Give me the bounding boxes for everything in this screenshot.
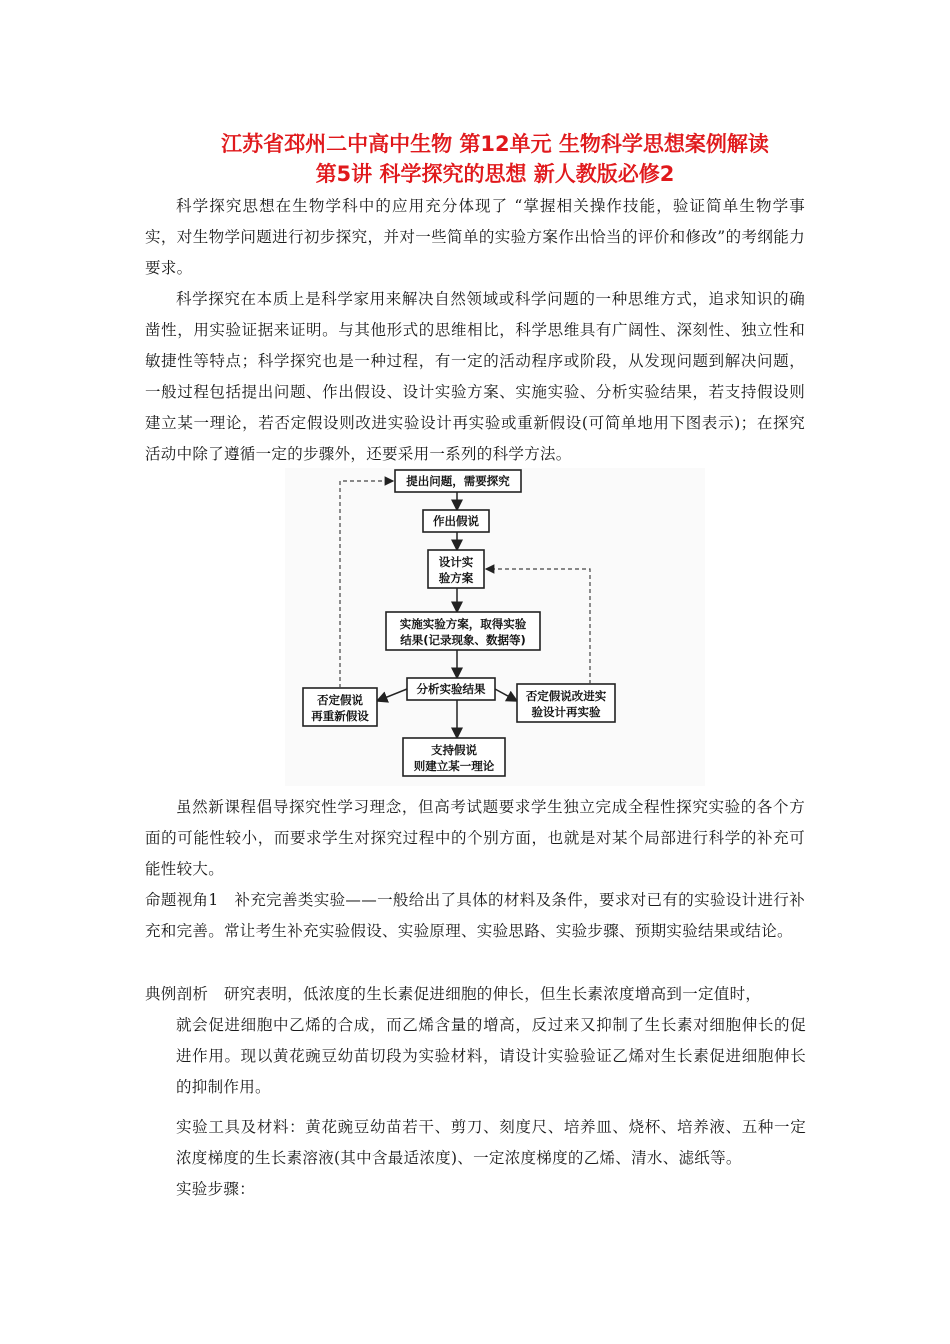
flow-node-conduct-label-a: 实施实验方案，取得实验 (399, 617, 527, 631)
paragraph-intro: 科学探究思想在生物学科中的应用充分体现了 “掌握相关操作技能，验证简单生物学事实，对生物学问题进行初步探究，并对一些简单的实验方案作出恰当的评价和修改”的考纲能力要求。 (145, 197, 805, 277)
document-title-line2: 第5讲 科学探究的思想 新人教版必修2 (315, 162, 675, 186)
flow-node-hypothesis (423, 510, 489, 532)
flow-node-reject-new-label-a: 否定假说 (317, 693, 363, 707)
flow-node-ask-question (395, 470, 521, 492)
flow-node-support-theory (403, 738, 505, 776)
flow-node-ask-question-label: 提出问题，需要探究 (406, 474, 510, 488)
paragraph-exam-focus: 虽然新课程倡导探究性学习理念，但高考试题要求学生独立完成全程性探究实验的各个方面的可能性较小，而要求学生对探究过程中的个别方面，也就是对某个局部进行科学的补充可能性较大。 (145, 798, 805, 878)
flow-node-reject-redesign (517, 684, 615, 722)
flow-node-support-label-b: 则建立某一理论 (413, 759, 495, 773)
paragraph-example-body: 就会促进细胞中乙烯的合成，而乙烯含量的增高，反过来又抑制了生长素对细胞伸长的促进作用。现以黄花豌豆幼苗切段为实验材料，请设计实验验证乙烯对生长素促进细胞伸长的抑制作用。 (176, 1016, 806, 1096)
flow-node-reject-new-hypothesis (303, 688, 377, 726)
flow-node-reject-new-label-b: 再重新假设 (311, 709, 369, 723)
paragraph-example-lead: 典例剖析 研究表明，低浓度的生长素促进细胞的伸长，但生长素浓度增高到一定值时， (145, 985, 762, 1003)
flow-node-support-label-a: 支持假说 (431, 743, 477, 757)
flow-node-hypothesis-label: 作出假说 (433, 514, 479, 528)
paragraph-materials: 实验工具及材料：黄花豌豆幼苗若干、剪刀、刻度尺、培养皿、烧杯、培养液、五种一定浓度梯度的生长素溶液(其中含最适浓度)、一定浓度梯度的乙烯、清水、滤纸等。 (176, 1118, 806, 1167)
flow-node-design-label-b: 验方案 (438, 571, 474, 585)
paragraph-question-perspective: 命题视角1 补充完善类实验——一般给出了具体的材料及条件，要求对已有的实验设计进行补充和完善。常让考生补充实验假设、实验原理、实验思路、实验步骤、预期实验结果或结论。 (145, 891, 805, 940)
flow-node-conduct-label-b: 结果(记录现象、数据等) (400, 633, 526, 647)
inquiry-flowchart (285, 468, 705, 786)
flow-node-reject-redesign-label-b: 验设计再实验 (531, 705, 601, 719)
flow-node-analyze-results (407, 678, 495, 700)
flow-node-analyze-label: 分析实验结果 (416, 682, 486, 696)
document-title-line1: 江苏省邳州二中高中生物 第12单元 生物科学思想案例解读 (221, 132, 769, 156)
paragraph-steps-heading: 实验步骤： (176, 1180, 256, 1198)
flow-node-reject-redesign-label-a: 否定假说改进实 (525, 689, 607, 703)
paragraph-scientific-inquiry: 科学探究在本质上是科学家用来解决自然领域或科学问题的一种思维方式，追求知识的确凿性，用实验证据来证明。与其他形式的思维相比，科学思维具有广阔性、深刻性、独立性和敏捷性等特点；科学探究也是一种过程，有一定的活动程序或阶段，从发现问题到解决问题，一般过程包括提出问题、作出假设、设计实验方案、实施实验、分析实验结果，若支持假设则建立某一理论，若否定假设则改进实验设计再实验或重新假设(可简单地用下图表示)；在探究活动中除了遵循一定的步骤外，还要采用一系列的科学方法。 (145, 290, 805, 463)
flow-node-design-experiment (428, 550, 484, 588)
flow-node-design-label-a: 设计实 (438, 555, 474, 569)
flow-node-conduct-experiment (386, 612, 540, 650)
